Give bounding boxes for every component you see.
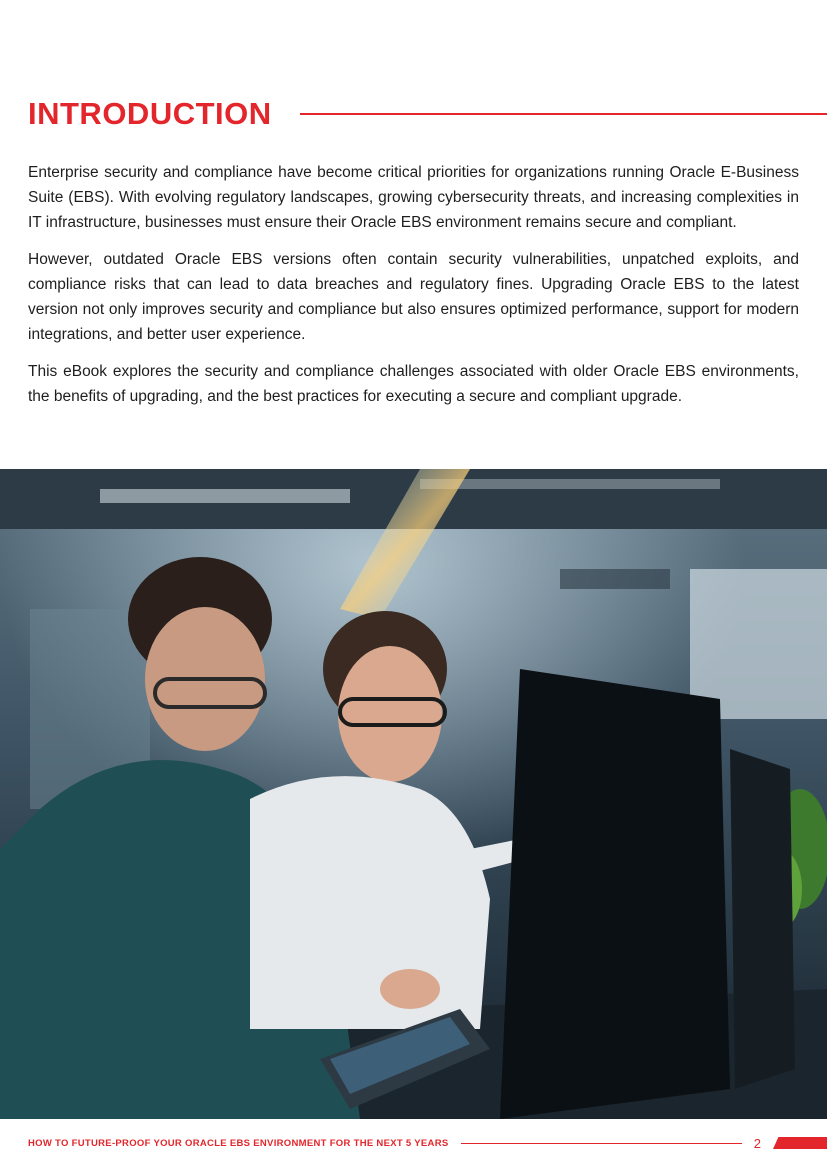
- paragraph-2: However, outdated Oracle EBS versions often contain security vulnerabilities, unpatched exploits, and compliance risks that can lead to data breaches and regulatory fines. Upgrading Oracle EBS to the latest version not only improves security and compliance but also ensures optimized performance, support for modern integrations, and better user experience.: [28, 251, 799, 343]
- intro-text: [28, 160, 799, 421]
- footer-rule: [461, 1143, 742, 1144]
- page-footer: [28, 1134, 827, 1152]
- heading-row: [28, 94, 827, 134]
- footer-title: HOW TO FUTURE-PROOF YOUR ORACLE EBS ENVIRONMENT FOR THE NEXT 5 YEARS: [28, 1137, 449, 1149]
- paragraph-1: Enterprise security and compliance have become critical priorities for organizations running Oracle E-Business Suite (EBS). With evolving regulatory landscapes, growing cybersecurity threats, and increasing complexities in IT infrastructure, businesses must ensure their Oracle EBS environment remains secure and compliant.: [28, 164, 799, 231]
- footer-accent-bar: [773, 1137, 827, 1149]
- page-number: 2: [753, 1135, 761, 1151]
- paragraph-3: This eBook explores the security and compliance challenges associated with older Oracle EBS environments, the benefits of upgrading, and the best practices for executing a secure and compliant upgrade.: [28, 363, 799, 405]
- heading-rule: [300, 113, 827, 115]
- office-photo: [0, 469, 827, 1119]
- page-heading: INTRODUCTION: [28, 96, 272, 131]
